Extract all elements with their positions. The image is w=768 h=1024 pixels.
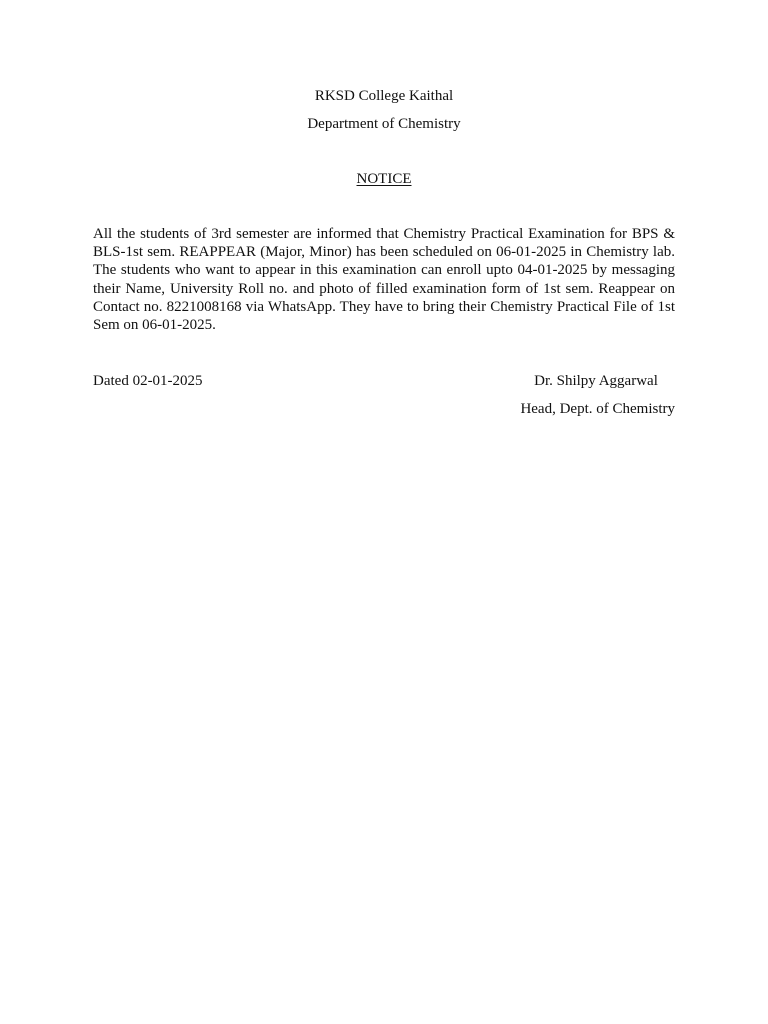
notice-title: NOTICE <box>356 171 412 187</box>
signature-block <box>505 372 675 418</box>
notice-body: All the students of 3rd semester are informed that Chemistry Practical Examination for BPS & BLS-1st sem. REAPPEAR (Major, Minor) has been scheduled on 06-01-2025 in Chemistry lab. The students who want to appear in this examination can enroll upto 04-01-2025 by messaging their Name, University Roll no. and photo of filled examination form of 1st sem. Reappear on Contact no. 8221008168 via WhatsApp. They have to bring their Chemistry Practical File of 1st Sem on 06-01-2025. <box>93 226 675 334</box>
department-name: Department of Chemistry <box>307 116 461 132</box>
notice-date: Dated 02-01-2025 <box>93 373 203 389</box>
signatory-name: Dr. Shilpy Aggarwal <box>534 373 658 389</box>
college-name: RKSD College Kaithal <box>314 88 454 104</box>
signatory-title: Head, Dept. of Chemistry <box>520 401 675 417</box>
